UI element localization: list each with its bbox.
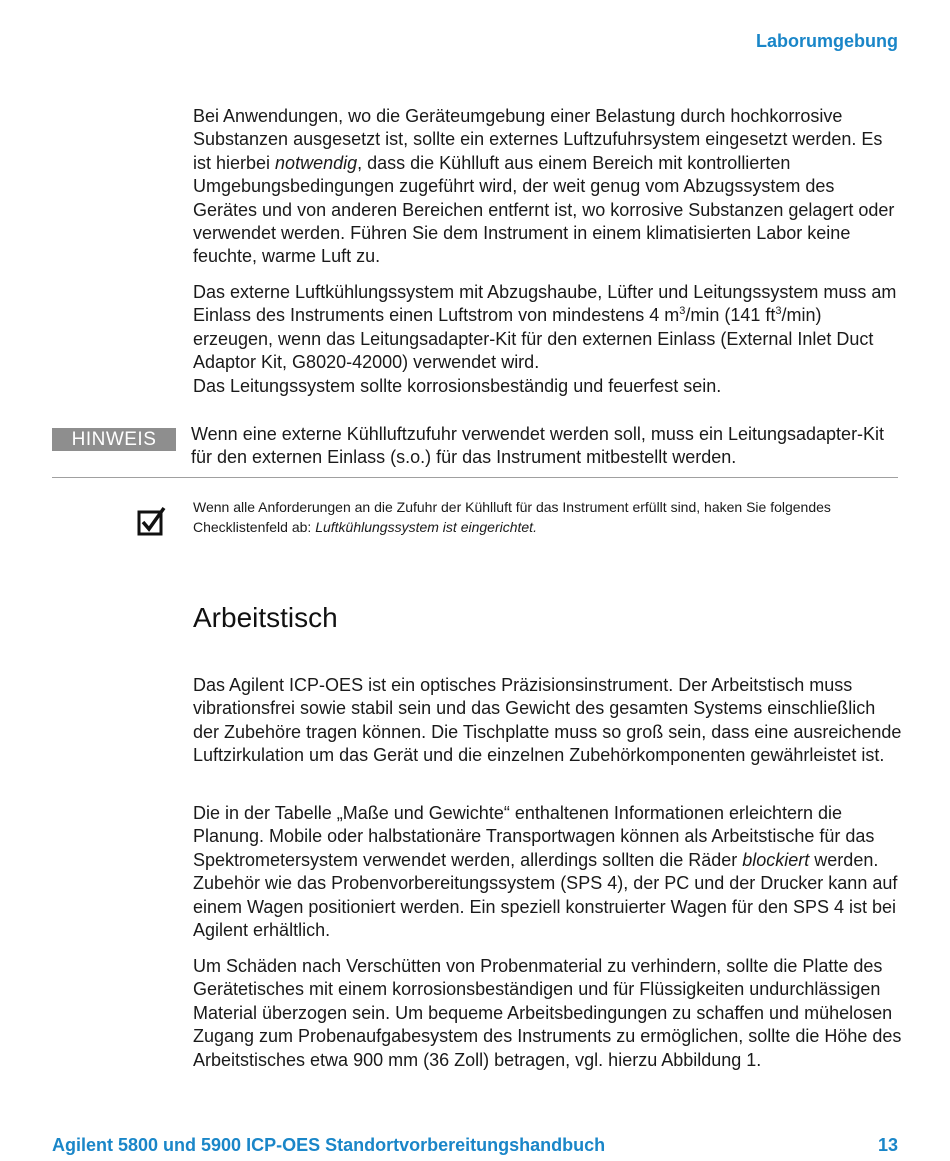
emphasis: blockiert: [742, 849, 810, 870]
paragraph-surface: Um Schäden nach Verschütten von Probenmaterial zu verhindern, sollte die Platte des Gerätetisches mit einem korrosionsbeständigen und für Flüssigkeiten undurchlässigen Material überzogen sein. Um bequeme Arbeitsbedingungen zu schaffen und mühelosen Zugang zum Probenaufgabesystem des Instruments zu ermöglichen, sollte die Höhe des Arbeitstisches etwa 900 mm (36 Zoll) betragen, vgl. hierzu Abbildung 1.: [193, 956, 902, 1070]
checkbox-checked-icon[interactable]: [137, 506, 167, 536]
text-run: , dass die Kühlluft aus einem Bereich mit kontrollierten Umgebungsbedingungen zugeführt wird, der weit genug vom Abzugssystem des Gerätes und von anderen Bereichen entfernt ist, wo korrosive Substanzen gelagert oder verwendet werden. Führen Sie dem Instrument in einem klimatisierten Labor keine feuchte, warme Luft zu.: [193, 152, 895, 267]
note-badge: HINWEIS: [52, 428, 176, 451]
superscript: 3: [679, 305, 686, 318]
page-number: 13: [877, 1135, 898, 1155]
text-run: Die in der Tabelle „Maße und Gewichte“ enthaltenen Informationen erleichtern die Planung. Mobile oder halbstationäre Transportwagen können als Arbeitstische für das Spektrometersystem verwendet werden, allerdings sollten die Räder: [193, 803, 875, 870]
paragraph-planning: [193, 802, 903, 942]
paragraph-airflow: [193, 281, 903, 398]
paragraph-workbench: Das Agilent ICP-OES ist ein optisches Präzisionsinstrument. Der Arbeitstisch muss vibrationsfrei sowie stabil sein und das Gewicht des gesamten Systems einschließlich der Zubehöre tragen können. Die Tischplatte muss so groß sein, dass eine ausreichende Luftzirkulation um das Gerät und die einzelnen Zubehörkomponenten gewährleistet ist.: [193, 675, 902, 766]
note-text: Wenn eine externe Kühlluftzufuhr verwendet werden soll, muss ein Leitungsadapter-Kit für den externen Einlass (s.o.) für das Instrument mitbestellt werden.: [191, 424, 885, 468]
running-header: Laborumgebung: [756, 31, 898, 51]
text-run: Das Leitungssystem sollte korrosionsbeständig und feuerfest sein.: [193, 375, 722, 396]
text-run: Wenn alle Anforderungen an die Zufuhr der Kühlluft für das Instrument erfüllt sind, haken Sie folgendes Checklistenfeld ab:: [193, 499, 831, 535]
paragraph-air-supply: [193, 105, 903, 269]
emphasis: notwendig: [275, 152, 358, 173]
checklist-text: [193, 497, 893, 537]
divider: [52, 477, 898, 478]
text-run: /min (141 ft: [685, 305, 776, 326]
text-run: /min) erzeugen, wenn das Leitungsadapter-Kit für den externen Einlass (External Inlet Duct Adaptor Kit, G8020-42000) verwendet wird.: [193, 305, 874, 373]
emphasis: Luftkühlungssystem ist eingerichtet.: [315, 519, 537, 535]
superscript: 3: [775, 305, 782, 318]
text-run: Bei Anwendungen, wo die Geräteumgebung einer Belastung durch hochkorrosive Substanzen ausgesetzt ist, sollte ein externes Luftzufuhrsystem eingesetzt werden. Es ist hierbei: [193, 106, 883, 173]
section-title: Arbeitstisch: [193, 602, 338, 633]
text-run: Das externe Luftkühlungssystem mit Abzugshaube, Lüfter und Leitungssystem muss am Einlass des Instruments einen Luftstrom von mindestens 4 m: [193, 282, 897, 326]
text-run: werden. Zubehör wie das Probenvorbereitungssystem (SPS 4), der PC und der Drucker kann auf einem Wagen positioniert werden. Ein speziell konstruierter Wagen für den SPS 4 ist bei Agilent erhältlich.: [193, 849, 898, 941]
footer-title: Agilent 5800 und 5900 ICP-OES Standortvorbereitungshandbuch: [52, 1135, 606, 1155]
